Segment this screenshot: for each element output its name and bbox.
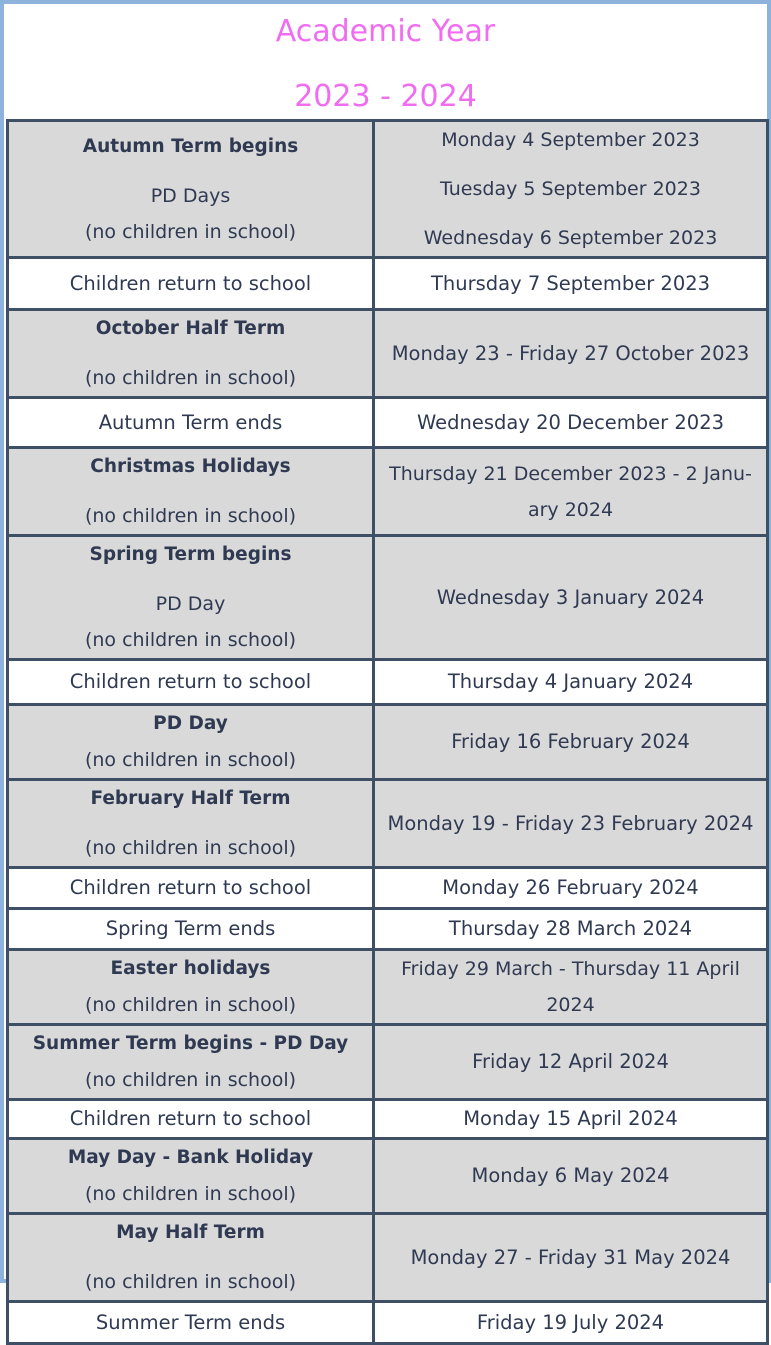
date-cell: Wednesday 3 January 2024	[374, 536, 768, 660]
title-line-1: Academic Year	[275, 14, 496, 49]
date-cell: Thursday 7 September 2023	[374, 258, 768, 310]
table-row	[8, 1214, 768, 1302]
event-cell	[8, 1139, 374, 1214]
event-name: May Day - Bank Holiday	[67, 1147, 314, 1168]
date-cell: Monday 27 - Friday 31 May 2024	[374, 1214, 768, 1302]
event-name: Easter holidays	[110, 958, 271, 979]
table-row	[8, 780, 768, 868]
event-note: (no children in school)	[84, 1183, 297, 1205]
event-cell: Spring Term ends	[8, 909, 374, 950]
date-text: Wednesday 6 September 2023	[423, 227, 718, 249]
date-cell: Monday 23 - Friday 27 October 2023	[374, 310, 768, 398]
date-text: Thursday 21 December 2023 - 2 Janu-	[389, 462, 752, 485]
event-note: (no children in school)	[84, 367, 297, 389]
table-row	[8, 909, 768, 950]
table-row	[8, 258, 768, 310]
event-note: (no children in school)	[84, 994, 297, 1016]
table-row	[8, 1025, 768, 1100]
date-cell: Monday 26 February 2024	[374, 868, 768, 909]
table-row	[8, 310, 768, 398]
date-cell	[374, 121, 768, 258]
date-text: Friday 29 March - Thursday 11 April	[401, 958, 740, 980]
table-row	[8, 1139, 768, 1214]
event-name: February Half Term	[90, 788, 291, 809]
title-line-2: 2023 - 2024	[294, 79, 477, 114]
event-cell	[8, 448, 374, 536]
event-cell: Children return to school	[8, 660, 374, 705]
date-cell: Friday 12 April 2024	[374, 1025, 768, 1100]
event-note: (no children in school)	[84, 749, 297, 771]
term-dates-table	[6, 119, 769, 1345]
event-cell	[8, 950, 374, 1025]
event-note: (no children in school)	[84, 1271, 297, 1293]
table-row	[8, 868, 768, 909]
event-name: Spring Term begins	[89, 544, 292, 565]
event-name: May Half Term	[116, 1222, 265, 1243]
date-cell: Thursday 28 March 2024	[374, 909, 768, 950]
event-note: (no children in school)	[84, 629, 297, 651]
event-cell: Children return to school	[8, 1100, 374, 1139]
date-cell: Monday 15 April 2024	[374, 1100, 768, 1139]
table-row	[8, 1302, 768, 1344]
event-note: (no children in school)	[84, 220, 297, 243]
event-name: Autumn Term begins	[82, 135, 299, 157]
table-row	[8, 121, 768, 258]
event-cell	[8, 121, 374, 258]
date-text: Tuesday 5 September 2023	[440, 178, 701, 200]
event-cell	[8, 310, 374, 398]
date-cell: Thursday 4 January 2024	[374, 660, 768, 705]
date-text: Monday 4 September 2023	[441, 129, 700, 151]
table-row	[8, 950, 768, 1025]
event-cell	[8, 780, 374, 868]
event-cell	[8, 536, 374, 660]
date-cell	[374, 950, 768, 1025]
event-note: (no children in school)	[84, 1069, 297, 1091]
date-cell	[374, 448, 768, 536]
table-row	[8, 705, 768, 780]
event-cell	[8, 1025, 374, 1100]
table-row	[8, 660, 768, 705]
event-cell	[8, 705, 374, 780]
event-cell: Autumn Term ends	[8, 398, 374, 448]
date-text: 2024	[546, 994, 595, 1016]
table-row	[8, 448, 768, 536]
event-name: October Half Term	[95, 318, 286, 339]
event-cell	[8, 1214, 374, 1302]
event-note: (no children in school)	[84, 505, 297, 527]
table-row	[8, 398, 768, 448]
table-row	[8, 1100, 768, 1139]
event-name: Summer Term begins - PD Day	[32, 1033, 349, 1054]
event-name: PD Day	[153, 713, 228, 734]
event-name: Christmas Holidays	[90, 456, 291, 477]
event-subtitle: PD Days	[150, 184, 231, 207]
date-cell: Friday 19 July 2024	[374, 1302, 768, 1344]
event-cell: Children return to school	[8, 868, 374, 909]
event-subtitle: PD Day	[155, 593, 226, 615]
event-cell: Summer Term ends	[8, 1302, 374, 1344]
date-cell: Monday 6 May 2024	[374, 1139, 768, 1214]
event-cell: Children return to school	[8, 258, 374, 310]
date-cell: Monday 19 - Friday 23 February 2024	[374, 780, 768, 868]
event-note: (no children in school)	[84, 837, 297, 859]
date-cell: Wednesday 20 December 2023	[374, 398, 768, 448]
table-row	[8, 536, 768, 660]
date-cell: Friday 16 February 2024	[374, 705, 768, 780]
date-text: ary 2024	[527, 498, 614, 521]
